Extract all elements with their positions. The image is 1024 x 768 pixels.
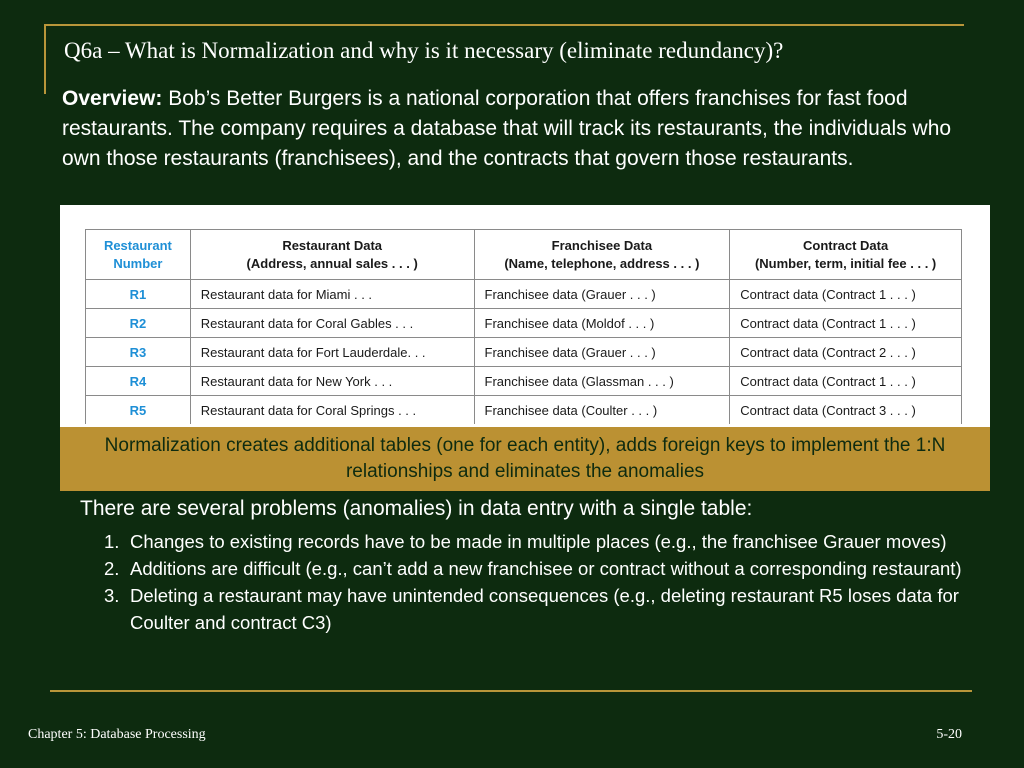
cell-restaurant-data: Restaurant data for New York . . . xyxy=(190,367,474,396)
footer-chapter: Chapter 5: Database Processing xyxy=(28,727,206,742)
callout-text: Normalization creates additional tables (one for each entity), adds foreign keys to implement the 1:N relationships and eliminates the anomalies xyxy=(104,435,946,482)
footer-rule xyxy=(50,690,972,692)
list-item xyxy=(104,555,984,582)
cell-restaurant-data: Restaurant data for Coral Springs . . . xyxy=(190,396,474,425)
cell-contract-data: Contract data (Contract 2 . . . ) xyxy=(730,338,962,367)
anomalies-intro: There are several problems (anomalies) in data entry with a single table: xyxy=(80,497,753,520)
table-row xyxy=(86,396,962,425)
slide-title: Q6a – What is Normalization and why is it necessary (eliminate redundancy)? xyxy=(64,38,784,63)
cell-restaurant-data: Restaurant data for Miami . . . xyxy=(190,280,474,309)
header-franchisee-data: Franchisee Data (Name, telephone, address . . . ) xyxy=(474,230,730,280)
normalization-callout xyxy=(60,427,990,491)
cell-contract-data: Contract data (Contract 1 . . . ) xyxy=(730,309,962,338)
list-item-number: 2. xyxy=(104,558,120,579)
cell-restaurant-number: R2 xyxy=(86,309,191,338)
overview-paragraph xyxy=(62,84,982,174)
header-contract-data: Contract Data (Number, term, initial fee . . . ) xyxy=(730,230,962,280)
table-row xyxy=(86,367,962,396)
table-row xyxy=(86,280,962,309)
list-item xyxy=(104,528,984,555)
cell-contract-data: Contract data (Contract 3 . . . ) xyxy=(730,396,962,425)
cell-restaurant-data: Restaurant data for Fort Lauderdale. . . xyxy=(190,338,474,367)
list-item-number: 3. xyxy=(104,585,120,606)
cell-franchisee-data: Franchisee data (Glassman . . . ) xyxy=(474,367,730,396)
cell-franchisee-data: Franchisee data (Grauer . . . ) xyxy=(474,280,730,309)
header-restaurant-number: Restaurant Number xyxy=(86,230,191,280)
anomalies-list xyxy=(104,528,984,636)
cell-restaurant-number: R5 xyxy=(86,396,191,425)
title-left-rule xyxy=(44,24,46,94)
cell-restaurant-data: Restaurant data for Coral Gables . . . xyxy=(190,309,474,338)
cell-franchisee-data: Franchisee data (Coulter . . . ) xyxy=(474,396,730,425)
cell-franchisee-data: Franchisee data (Moldof . . . ) xyxy=(474,309,730,338)
cell-restaurant-number: R3 xyxy=(86,338,191,367)
list-item-number: 1. xyxy=(104,531,120,552)
list-item-text: Changes to existing records have to be made in multiple places (e.g., the franchisee Grauer moves) xyxy=(130,531,947,552)
table-row xyxy=(86,338,962,367)
cell-restaurant-number: R1 xyxy=(86,280,191,309)
list-item-text: Additions are difficult (e.g., can’t add a new franchisee or contract without a corresponding restaurant) xyxy=(130,558,962,579)
overview-label: Overview: xyxy=(62,87,163,110)
overview-text: Bob’s Better Burgers is a national corporation that offers franchises for fast food restaurants. The company requires a database that will track its restaurants, the individuals who own those restaurants (franchisees), and the contracts that govern those restaurants. xyxy=(62,87,952,170)
cell-franchisee-data: Franchisee data (Grauer . . . ) xyxy=(474,338,730,367)
title-top-rule xyxy=(44,24,964,26)
list-item xyxy=(104,582,984,636)
list-item-text: Deleting a restaurant may have unintended consequences (e.g., deleting restaurant R5 loses data for Coulter and contract C3) xyxy=(130,585,959,633)
footer-page-number: 5-20 xyxy=(936,727,962,742)
restaurant-table xyxy=(85,229,962,424)
cell-restaurant-number: R4 xyxy=(86,367,191,396)
table-row xyxy=(86,309,962,338)
cell-contract-data: Contract data (Contract 1 . . . ) xyxy=(730,280,962,309)
header-restaurant-data: Restaurant Data (Address, annual sales . . . ) xyxy=(190,230,474,280)
cell-contract-data: Contract data (Contract 1 . . . ) xyxy=(730,367,962,396)
table-header-row xyxy=(86,230,962,280)
table-figure xyxy=(60,205,990,427)
